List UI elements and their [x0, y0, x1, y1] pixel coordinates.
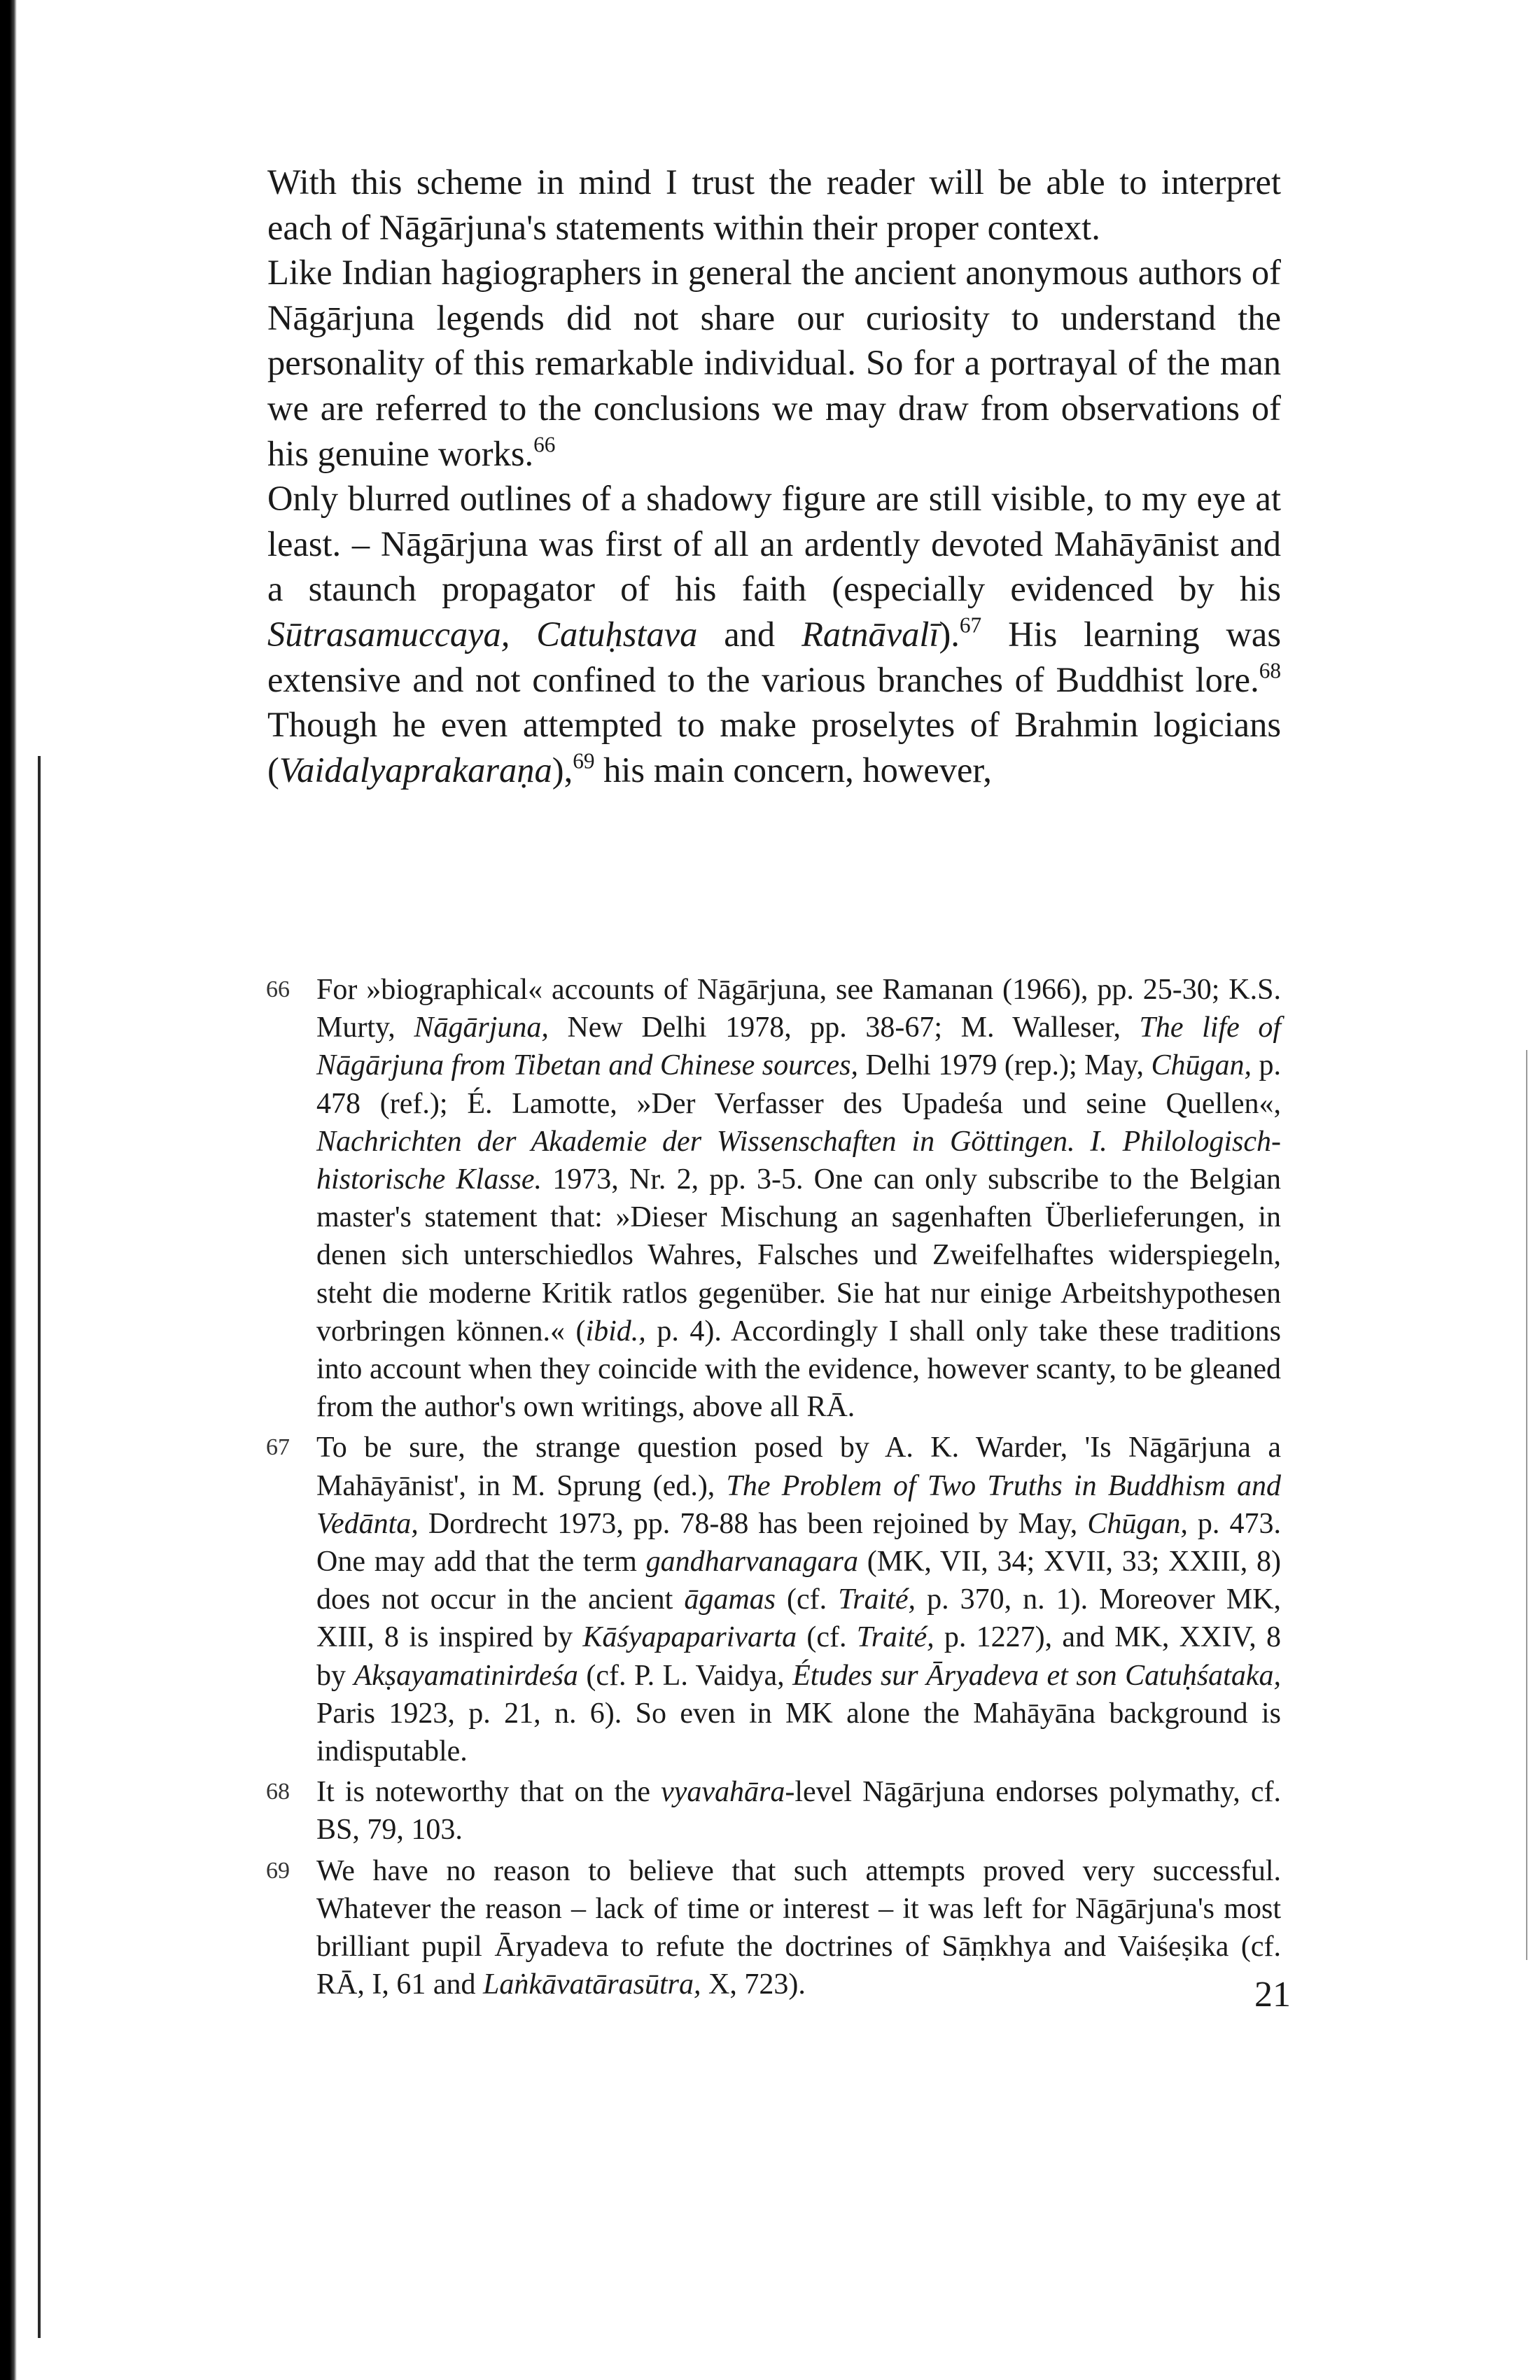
paragraph-2 [267, 250, 1281, 476]
footnote-number: 66 [266, 976, 290, 1002]
page-number: 21 [1254, 1975, 1291, 2015]
footnote-ref-66[interactable]: 66 [533, 432, 556, 457]
footnote-number: 69 [266, 1857, 290, 1884]
footnote-ref-68[interactable]: 68 [1259, 658, 1281, 683]
main-text [267, 160, 1281, 792]
footnote-ref-67[interactable]: 67 [959, 612, 982, 638]
work-title: Sūtrasamuccaya, Catuḥstava [267, 614, 698, 654]
footnote-ref-69[interactable]: 69 [573, 748, 595, 774]
paragraph-1: With this scheme in mind I trust the reader will be able to interpret each of Nāgārjuna's statements within their proper context. [267, 162, 1281, 247]
footnote-number: 68 [266, 1779, 290, 1805]
scan-gutter-shadow [0, 0, 17, 2380]
scan-gutter-line [38, 756, 41, 2338]
scan-page-edge [1526, 1050, 1527, 1960]
paragraph-2-text: Like Indian hagiographers in general the ancient anonymous authors of Nāgārjuna legends did not share our curiosity to understand the personality of this remarkable individual. So for a portrayal of the man we are referred to the conclusions we may draw from observations of his genuine works. [267, 253, 1281, 473]
paragraph-3: Only blurred outlines of a shadowy figure are still visible, to my eye at least. – Nāgārjuna was first of all an ardently devoted Mahāyānist and a staunch propagator of his faith (especially evidenced by his Sūtrasamuccaya, Catuḥstava and Ratnāvalī).$^{67}$ His learning was extensive and not confined to the various branches of Buddhist lore.$^{68}$ Though he even attempted to make proselytes of Brahmin logicians (Vaidalyaprakaraṇa),$^{69}$ his main concern, however, [267, 479, 1281, 790]
footnote-69: 69 We have no reason to believe that such attempts proved very successful. Whatever the reason – lack of time or interest – it was left for Nāgārjuna's most brilliant pupil Āryadeva to refute the doctrines of Sāṃkhya and Vaiśeṣika (cf. RĀ, I, 61 and Laṅkāvatārasūtra, X, 723). [267, 1852, 1281, 2004]
footnote-68: 68 It is noteworthy that on the vyavahāra-level Nāgārjuna endorses polymathy, cf. BS, 79, 103. [267, 1773, 1281, 1849]
work-title: Ratnāvalī [802, 614, 939, 654]
footnotes [267, 971, 1281, 2006]
footnote-67: 67 To be sure, the strange question posed by A. K. Warder, 'Is Nāgārjuna a Mahāyānist', in M. Sprung (ed.), The Problem of Two Truths in Buddhism and Vedānta, Dordrecht 1973, pp. 78-88 has been rejoined by May, Chūgan, p. 473. One may add that the term gandharvanagara (MK, VII, 34; XVII, 33; XXIII, 8) does not occur in the ancient āgamas (cf. Traité, p. 370, n. 1). Moreover MK, XIII, 8 is inspired by Kāśyapaparivarta (cf. Traité, p. 1227), and MK, XXIV, 8 by Akṣayamatinirdeśa (cf. P. L. Vaidya, Études sur Āryadeva et son Catuḥśataka, Paris 1923, p. 21, n. 6). So even in MK alone the Mahāyāna background is indisputable. [267, 1429, 1281, 1770]
work-title: Vaidalyaprakaraṇa [279, 750, 552, 790]
footnote-number: 67 [266, 1434, 290, 1461]
footnote-66: 66 For »biographical« accounts of Nāgārjuna, see Ramanan (1966), pp. 25-30; K.S. Murty, Nāgārjuna, New Delhi 1978, pp. 38-67; M. Walleser, The life of Nāgārjuna from Tibetan and Chinese sources, Delhi 1979 (rep.); May, Chūgan, p. 478 (ref.); É. Lamotte, »Der Verfasser des Upadeśa und seine Quellen«, Nachrichten der Akademie der Wissenschaften in Göttingen. I. Philologisch-historische Klasse. 1973, Nr. 2, pp. 3-5. One can only subscribe to the Belgian master's statement that: »Dieser Mischung an sagenhaften Überlieferungen, in denen sich unterschiedlos Wahres, Falsches und Zweifelhaftes widerspiegeln, steht die moderne Kritik ratlos gegenüber. Sie hat nur einige Arbeitshypothesen vorbringen können.« (ibid., p. 4). Accordingly I shall only take these traditions into account when they coincide with the evidence, however scanty, to be gleaned from the author's own writings, above all RĀ. [267, 971, 1281, 1426]
